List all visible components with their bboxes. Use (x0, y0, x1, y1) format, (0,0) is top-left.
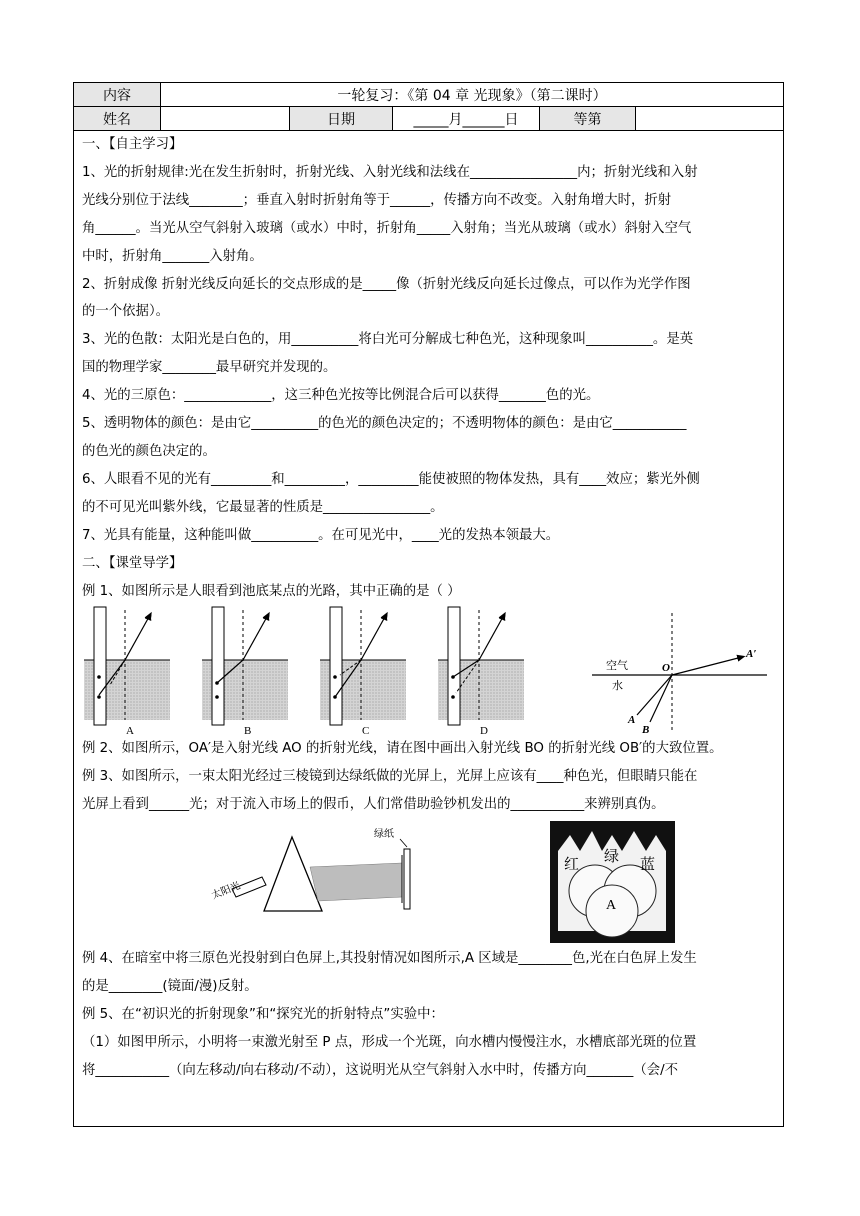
example-4-line: 例 4、在暗室中将三原色光投射到白色屏上,其投射情况如图所示,A 区域是________色,光在白色屏上发生 (82, 951, 697, 967)
svg-text:<: < (380, 613, 389, 625)
prism-figure (209, 828, 410, 911)
point-a-label: A (628, 714, 636, 727)
option-a-label: A (126, 725, 134, 736)
grade-label: 等第 (539, 107, 635, 130)
panel-d[interactable] (438, 607, 524, 735)
refraction-figure-ex2 (592, 613, 767, 735)
sunlight-label: 太阳光 (210, 880, 243, 902)
text-line: 1、光的折射规律:光在发生折射时，折射光线、入射光线和法线在________________内；折射光线和入射 (82, 164, 698, 180)
svg-text:<: < (498, 613, 507, 625)
text-line: 中时，折射角_______入射角。 (82, 248, 263, 264)
example-3-line: 例 3、如图所示，一束太阳光经过三棱镜到达绿纸做的光屏上，光屏上应该有____种色光，但眼睛只能在 (82, 769, 698, 785)
red-label: 红 (564, 855, 580, 874)
example-1-figures (82, 605, 775, 735)
text-line: 6、人眼看不见的光有_________和_________，_________能使被照的物体发热，具有____效应；紫光外侧 (82, 471, 700, 487)
text-line: 4、光的三原色：_____________，这三种色光按等比例混合后可以获得_______色的光。 (82, 388, 600, 404)
option-d-label: D (480, 725, 488, 736)
text-line: 2、折射成像 折射光线反向延长的交点形成的是_____像（折射光线反向延长过像点，可以作为光学作图 (82, 276, 691, 292)
region-a-label: A (606, 898, 617, 914)
text-line: 国的物理学家________最早研究并发现的。 (82, 360, 337, 376)
air-label: 空气 (606, 659, 628, 673)
green-label: 绿 (604, 847, 620, 866)
worksheet (73, 82, 784, 1127)
content-label: 内容 (74, 83, 160, 106)
text-line: 的一个依据）。 (82, 304, 170, 320)
svg-text:<: < (144, 613, 153, 625)
primary-colors-figure (550, 821, 675, 943)
example-5-line: （1）如图甲所示，小明将一束激光射至 P 点，形成一个光斑，向水槽内慢慢注水，水槽底部光斑的位置 (82, 1034, 697, 1050)
example-2: 例 2、如图所示，OA′是入射光线 AO 的折射光线，请在图中画出入射光线 BO 的折射光线 OB′的大致位置。 (82, 741, 723, 757)
text-line: 角______。当光从空气斜射入玻璃（或水）中时，折射角_____入射角；当光从玻璃（或水）斜射入空气 (82, 220, 692, 236)
point-a-prime-label: A′ (746, 648, 757, 661)
option-b-label: B (244, 725, 252, 736)
header-row-content (74, 83, 783, 107)
name-label: 姓名 (74, 107, 160, 130)
section2-title: 二、【课堂导学】 (82, 555, 183, 571)
panel-b[interactable] (202, 607, 288, 735)
text-line: 7、光具有能量，这种能叫做__________。在可见光中，____光的发热本领最大。 (82, 527, 560, 543)
lesson-title: 一轮复习：《第 04 章 光现象》（第二课时） (160, 83, 783, 106)
text-line: 的色光的颜色决定的。 (82, 443, 216, 459)
panel-a[interactable] (84, 607, 170, 735)
example-4-line: 的是________(镜面/漫)反射。 (82, 979, 258, 995)
point-o-label: O (662, 662, 670, 675)
prism-and-colors-diagrams (82, 819, 777, 945)
point-b-label: B (642, 724, 650, 736)
date-label: 日期 (289, 107, 392, 130)
worksheet-body (74, 131, 783, 1085)
text-line: 3、光的色散：太阳光是白色的，用__________将白光可分解成七种色光，这种现象叫__________。是英 (82, 332, 694, 348)
green-paper-label: 绿纸 (374, 829, 394, 841)
water-label: 水 (612, 679, 623, 693)
svg-text:<: < (262, 613, 271, 625)
option-c-label: C (362, 725, 370, 736)
example-3-line: 光屏上看到______光；对于流入市场上的假币，人们常借助验钞机发出的___________来辨别真伪。 (82, 797, 665, 813)
blue-label: 蓝 (640, 855, 656, 874)
date-field[interactable]: _____月______日 (392, 107, 539, 130)
example-5-line: 例 5、在“初识光的折射现象”和“探究光的折射特点”实验中： (82, 1006, 444, 1022)
header-row-info (74, 107, 783, 131)
example-1: 例 1、如图所示是人眼看到池底某点的光路，其中正确的是（ ） (82, 583, 461, 599)
name-field[interactable] (160, 107, 289, 130)
example-3-figures (82, 819, 775, 945)
refraction-diagrams (82, 605, 777, 735)
text-line: 的不可见光叫紫外线，它最显著的性质是________________。 (82, 499, 444, 515)
panel-c[interactable] (320, 607, 406, 735)
section1-title: 一、【自主学习】 (82, 137, 183, 152)
text-line: 光线分别位于法线________；垂直入射时折射角等于______，传播方向不改变。入射角增大时，折射 (82, 192, 672, 208)
grade-field[interactable] (635, 107, 783, 130)
example-5-line: 将___________（向左移动/向右移动/不动），这说明光从空气斜射入水中时，传播方向_______（会/不 (82, 1062, 679, 1078)
text-line: 5、透明物体的颜色：是由它__________的色光的颜色决定的；不透明物体的颜色：是由它___________ (82, 416, 687, 432)
